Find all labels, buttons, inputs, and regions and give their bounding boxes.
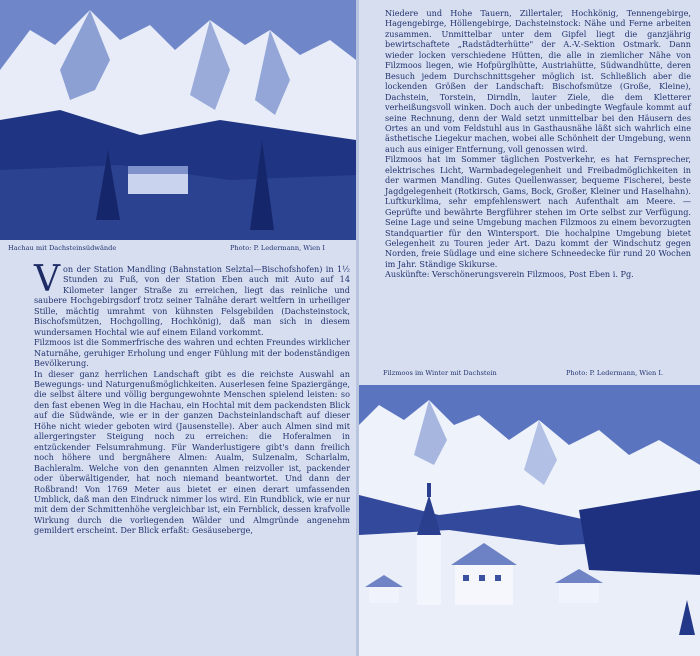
peaks-paragraph: Niedere und Hohe Tauern, Zillertaler, Hochkönig, Tennengebirge, Hagengebirge, Höllengebirge, Dachsteinstock: Nähe und Ferne arbeiten zusammen. Unmittelbar unter dem Gipfel liegt die ganzjährig bewirtschaftete „Radstädterhütte" der A.-V.-Sektion Ostmark. Dann wieder locken verschiedene Hütten, die alle in ziemlicher Nähe von Filzmoos liegen, wie Hofpürglhütte, Austriahütte, Südwandhütte, deren Besuch jedem Durchschnittsgeher möglich ist. Schließlich aber die lockenden Größen der Landschaft: Bischofsmütze (Große, Kleine), Dachstein, Torstein, Dirndln, lauter Ziele, die dem Kletterer verheißungsvoll winken. Doch auch der unbedingte Wegfaule kommt auf seine Rechnung, denn der Wald setzt unmittelbar bei den Häusern des Ortes an und vom Feldstuhl aus in Gasthausnähe läßt sich wahrlich eine ästhetische Liegekur machen, wobei alle Schönheit der Umgebung, wenn auch aus einiger Entfernung, voll genossen wird. bbox=[385, 8, 691, 154]
intro-text: on der Station Mandling (Bahnstation Selztal—Bischofshofen) in 1½ Stunden zu Fuß, von der Station Eben auch mit Auto auf 14 Kilometer langer Straße zu erreichen, liegt das reinliche und saubere Hochgebirgsdorf trotz seiner Talnähe derart weltfern in urheiliger Stille, mächtig umrahmt von kühnsten Felsgebilden (Dachsteinstock, Bischofsmützen, Hochgolling, Hochkönig), daß man sich in diesem wundersamen Hochtal wie auf einem Eiland vorkommt. bbox=[34, 264, 350, 337]
right-body-text bbox=[385, 8, 691, 364]
contact-paragraph: Auskünfte: Verschönerungsverein Filzmoos, Post Eben i. Pg. bbox=[385, 269, 634, 280]
amenities-paragraph: Filzmoos hat im Sommer täglichen Postverkehr, es hat Fernsprecher, elektrisches Licht, Warmbadegelegenheit und Freibadmöglichkeiten in der warmen Mandling. Gutes Quellenwasser, bequeme Fischerei, beste Jagdgelegenheit (Rotkirsch, Gams, Bock, Großer, Kleiner und Haselhahn). Luftkurklima, sehr empfehlenswert nach Aufenthalt am Meere. — Geprüfte und bewährte Bergführer stehen im Orte selbst zur Verfügung. Seine Lage und seine Umgebung machen Filzmoos zu einem bevorzugten Standquartier für den Wintersport. Die hochalpine Umgebung bietet Gelegenheit zu Touren jeder Art. Dazu kommt der Windschutz gegen Norden, freie Südlage und eine sichere Schneedecke für rund 20 Wochen im Jahr. Ständige Skikurse. bbox=[385, 154, 691, 269]
hachau-photo bbox=[0, 0, 356, 240]
intro-paragraph bbox=[34, 259, 350, 337]
left-body-text bbox=[34, 259, 350, 656]
right-photo-credit: Photo: P. Ledermann, Wien I. bbox=[566, 369, 664, 377]
landscape-paragraph: In dieser ganz herrlichen Landschaft gibt es die reichste Auswahl an Bewegungs- und Naturgenußmöglichkeiten. Auserlesen feine Spaziergänge, die selbst ältere und völlig bergungewohnte Menschen spielend leisten: so den fast ebenen Weg in die Hachau, ein Hochtal mit dem packendsten Blick auf die Südwände, wie er in der ganzen Dachsteinlandschaft auf dieser Höhe nicht wieder geboten wird (Jausenstelle). Aber auch Almen sind mit allergeringster Steigung noch zu erreichen: die Hoferalmen in entzückender Felsumrahmung. Für Wanderlustigere gibt's dann freilich noch höhere und bergnähere Almen: Aualm, Sulzenalm, Scharlalm, Bachleralm. Welche von den genannten Almen reizvoller ist, packender oder überwältigender, hat noch niemand beantwortet. Und dann der Roßbrand! Von 1769 Meter aus bietet er einen derart umfassenden Umblick, daß man den Eindruck nimmer los wird. Ein Rundblick, wie er nur mit dem der Schmittenhöhe vergleichbar ist, ein Fernblick, dessen krafvolle Wirkung durch die vorliegenden Wälder und Almgründe angenehm gemildert erscheint. Der Blick erfaßt: Gesäuseberge, bbox=[34, 368, 350, 536]
dropcap: V bbox=[34, 259, 60, 300]
summer-paragraph: Filzmoos ist die Sommerfrische des wahren und echten Freundes wirklicher Naturnähe, geruhiger Erholung und enger Fühlung mit der bodenständigen Bevölkerung. bbox=[34, 337, 350, 369]
left-photo-caption: Hachau mit Dachsteinsüdwände bbox=[8, 244, 117, 252]
right-photo-caption: Filzmoos im Winter mit Dachstein bbox=[383, 369, 497, 377]
filzmoos-winter-photo bbox=[359, 385, 700, 656]
right-column bbox=[359, 0, 700, 656]
left-photo-credit: Photo: P. Ledermann, Wien I bbox=[230, 244, 325, 252]
